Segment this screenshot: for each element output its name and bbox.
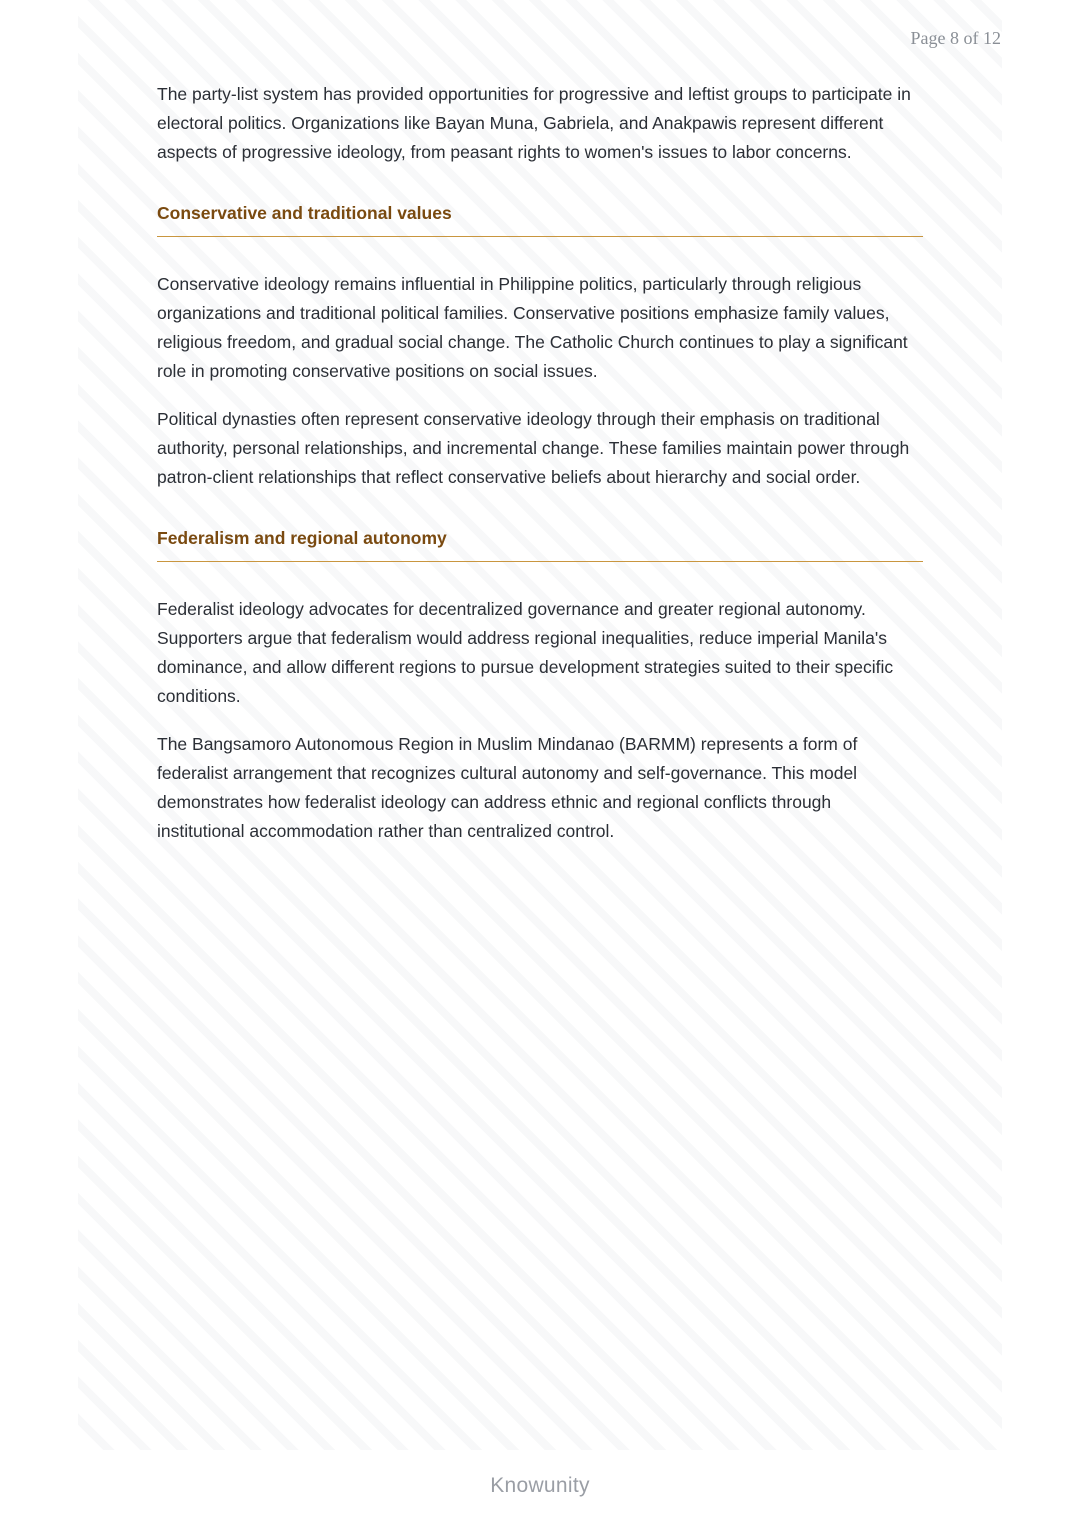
intro-paragraph: The party-list system has provided opportunities for progressive and leftist groups to participate in electoral politics. Organizations like Bayan Muna, Gabriela, and Anakpawis represent different aspects of progressive ideology, from peasant rights to women's issues to labor concerns. [157,84,911,162]
paragraph: Federalist ideology advocates for decentralized governance and greater regional autonomy. Supporters argue that federalism would address regional inequalities, reduce imperial Manila's dominance, and allow different regions to pursue development strategies suited to their specific conditions. [157,599,894,706]
document-body [157,80,923,865]
section-heading-conservative: Conservative and traditional values [157,203,923,237]
paragraph: Political dynasties often represent conservative ideology through their emphasis on traditional authority, personal relationships, and incremental change. These families maintain power through patron-client relationships that reflect conservative beliefs about hierarchy and social order. [157,409,910,487]
brand-watermark: Knowunity [490,1474,590,1497]
page-indicator: Page 8 of 12 [910,28,1001,48]
paragraph: Conservative ideology remains influential in Philippine politics, particularly through religious organizations and traditional political families. Conservative positions emphasize family values, religious freedom, and gradual social change. The Catholic Church continues to play a significant role in promoting conservative positions on social issues. [157,274,908,381]
paragraph: The Bangsamoro Autonomous Region in Muslim Mindanao (BARMM) represents a form of federalist arrangement that recognizes cultural autonomy and self-governance. This model demonstrates how federalist ideology can address ethnic and regional conflicts through institutional accommodation rather than centralized control. [157,734,858,841]
section-heading-federalism: Federalism and regional autonomy [157,528,923,562]
